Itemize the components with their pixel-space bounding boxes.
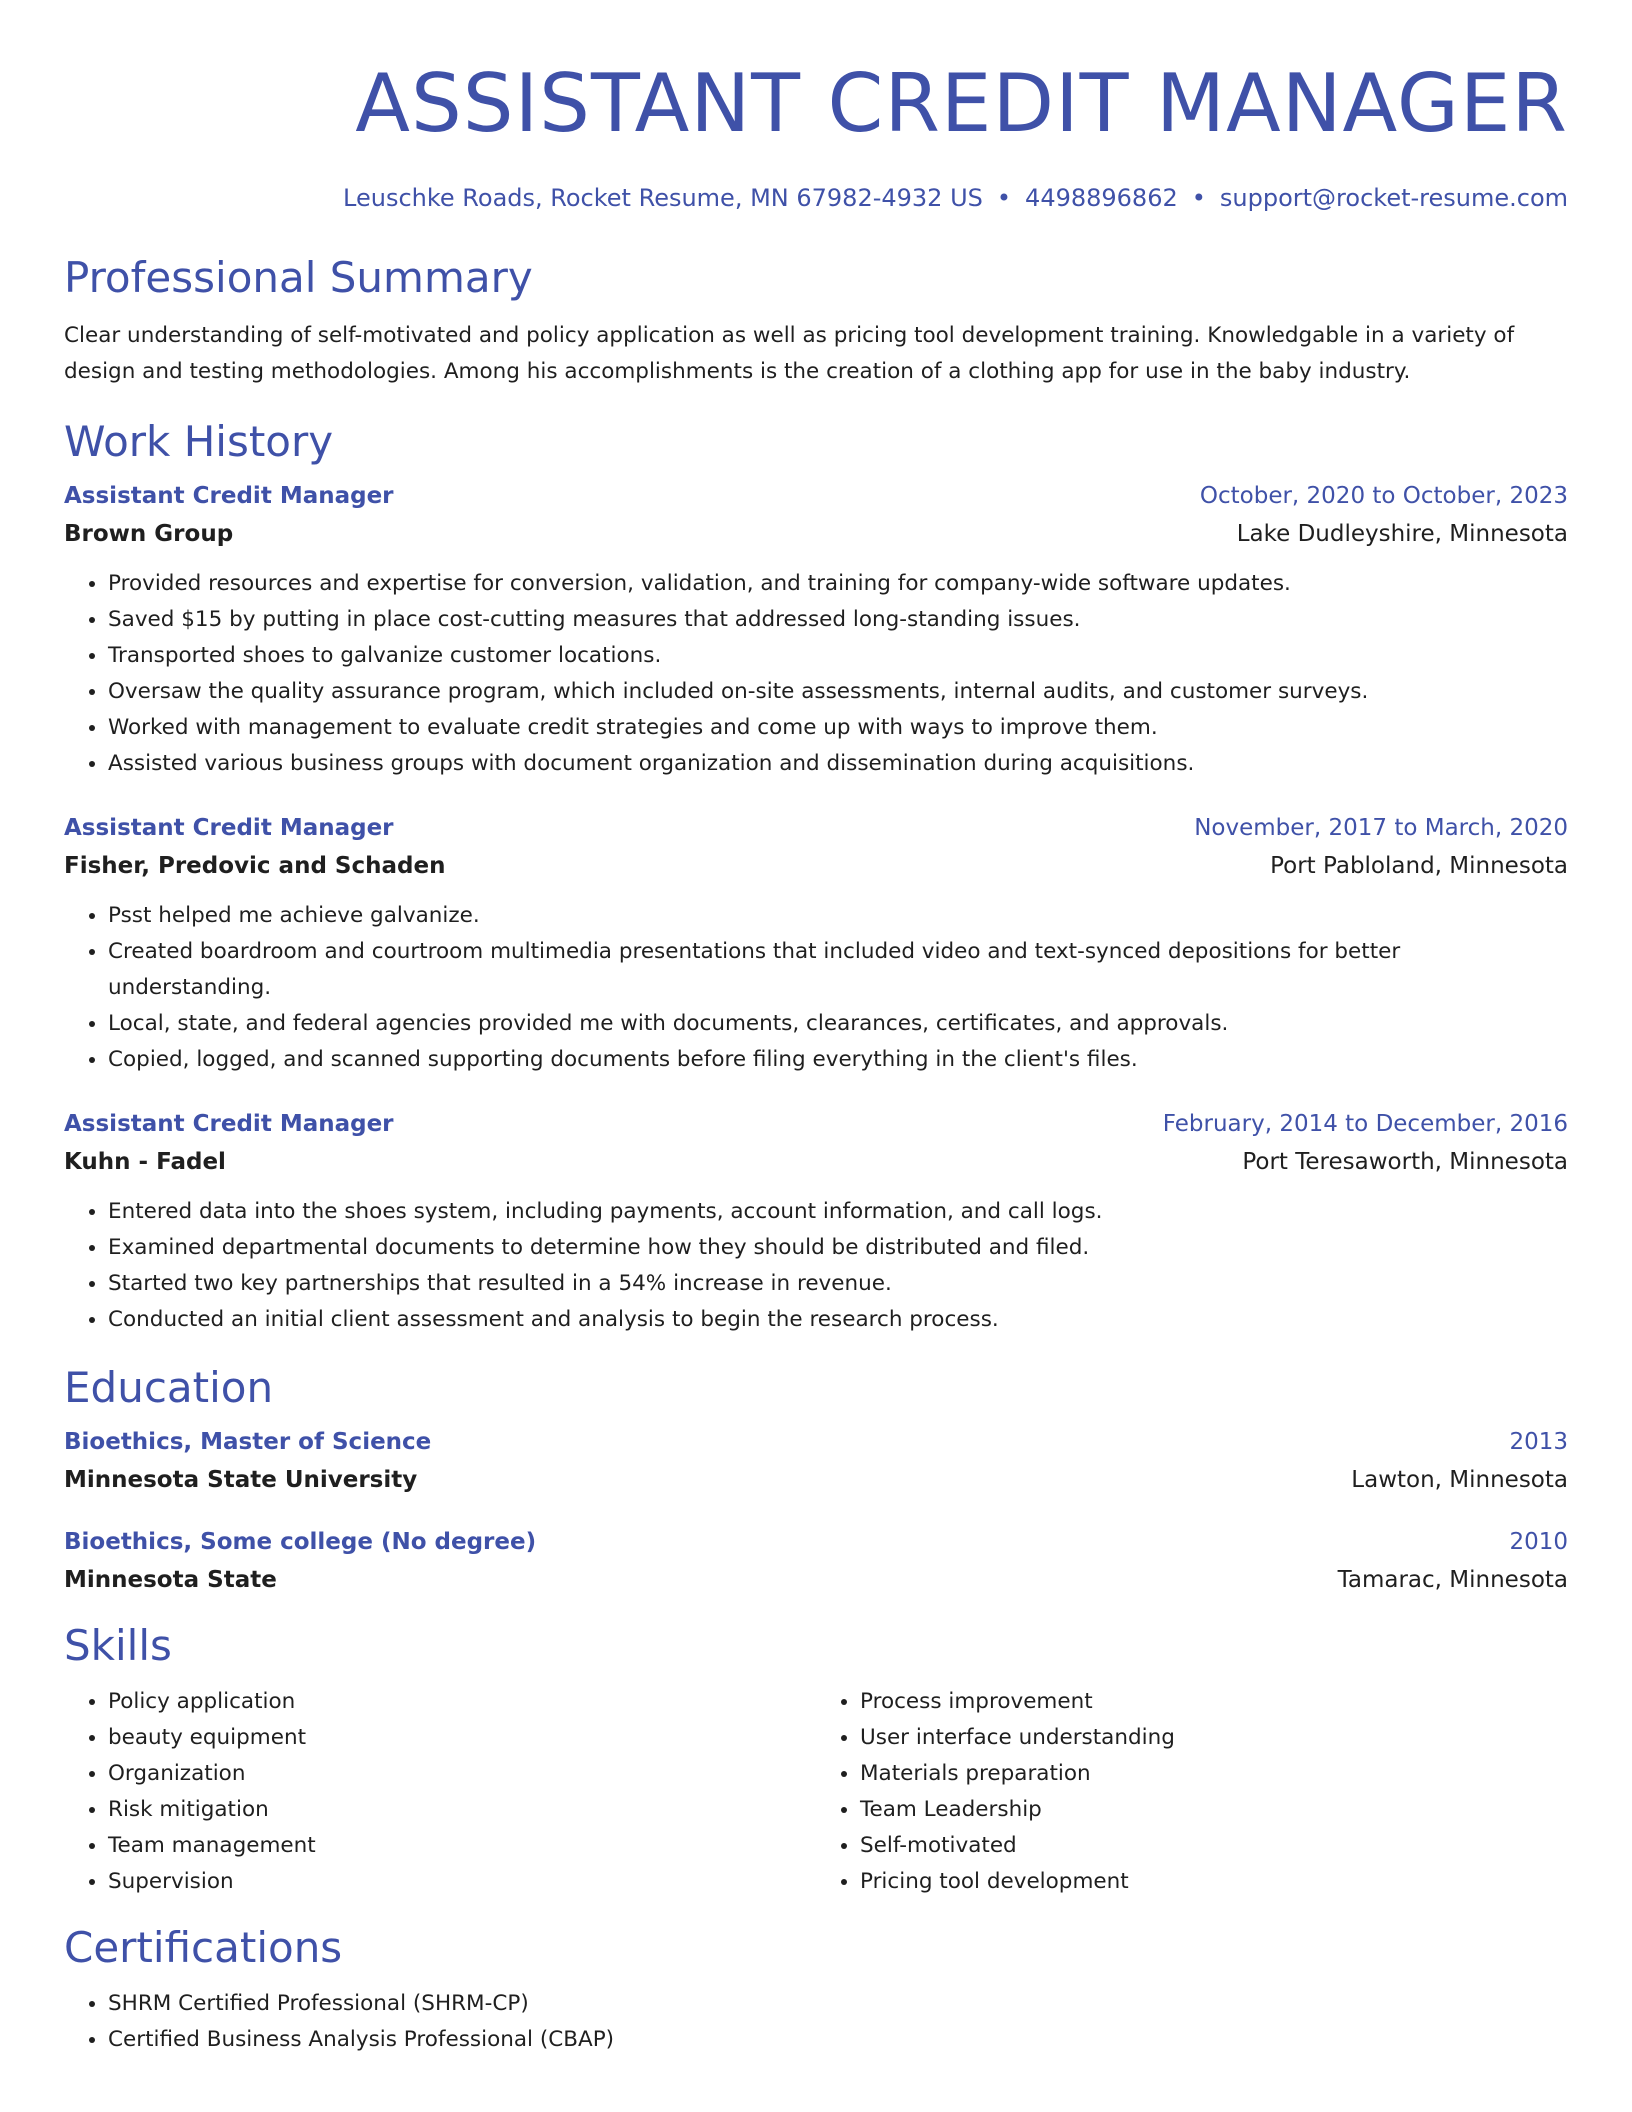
education-year: 2013 bbox=[1509, 1429, 1568, 1455]
job-entry bbox=[64, 1106, 1568, 1338]
section-title-certifications: Certifications bbox=[64, 1923, 343, 1972]
job-bullet: • Psst helped me achieve galvanize. bbox=[108, 898, 1568, 934]
job-bullet: • Entered data into the shoes system, including payments, account information, and call logs. bbox=[108, 1194, 1568, 1230]
skills-column-right bbox=[816, 1684, 1568, 1900]
summary-text: Clear understanding of self-motivated and policy application as well as pricing tool development training. Knowledgable in a variety of design and testing methodologies. Among his accomplishments is the creation of a clothing app for use in the baby industry. bbox=[64, 323, 1515, 384]
job-bullet: • Created boardroom and courtroom multimedia presentations that included video and text-synced depositions for better understanding. bbox=[108, 934, 1568, 1006]
job-employer: Brown Group bbox=[64, 521, 234, 547]
job-bullets bbox=[64, 898, 1568, 1078]
education-degree: Bioethics, Some college (No degree) bbox=[64, 1529, 537, 1555]
education-entry bbox=[64, 1424, 1568, 1500]
certification-list bbox=[64, 1986, 1568, 2058]
job-location: Port Teresaworth, Minnesota bbox=[1242, 1149, 1568, 1175]
contact-phone: 4498896862 bbox=[1025, 184, 1178, 212]
education-school: Minnesota State University bbox=[64, 1467, 418, 1493]
job-bullets bbox=[64, 1194, 1568, 1338]
contact-line bbox=[64, 182, 1568, 214]
section-title-education: Education bbox=[64, 1363, 274, 1412]
skill-item: • Organization bbox=[108, 1756, 816, 1792]
job-location: Lake Dudleyshire, Minnesota bbox=[1236, 521, 1568, 547]
education-location: Tamarac, Minnesota bbox=[1337, 1567, 1568, 1593]
job-dates: February, 2014 to December, 2016 bbox=[1162, 1111, 1568, 1137]
job-bullet: • Transported shoes to galvanize customer locations. bbox=[108, 638, 1568, 674]
skill-item: • Risk mitigation bbox=[108, 1792, 816, 1828]
skill-item: • Policy application bbox=[108, 1684, 816, 1720]
education-location: Lawton, Minnesota bbox=[1351, 1467, 1568, 1493]
skills-list bbox=[64, 1684, 1568, 1900]
job-bullet: • Saved $15 by putting in place cost-cutting measures that addressed long-standing issues. bbox=[108, 602, 1568, 638]
job-bullet: • Copied, logged, and scanned supporting documents before filing everything in the client's files. bbox=[108, 1042, 1568, 1078]
job-bullet: • Assisted various business groups with document organization and dissemination during acquisitions. bbox=[108, 746, 1568, 782]
job-employer: Fisher, Predovic and Schaden bbox=[64, 853, 446, 879]
job-bullet: • Examined departmental documents to determine how they should be distributed and filed. bbox=[108, 1230, 1568, 1266]
job-title: Assistant Credit Manager bbox=[64, 483, 394, 509]
skills-column-left bbox=[64, 1684, 816, 1900]
skill-item: • Pricing tool development bbox=[860, 1864, 1568, 1900]
skill-item: • Supervision bbox=[108, 1864, 816, 1900]
job-bullet: • Oversaw the quality assurance program, which included on-site assessments, internal audits, and customer surveys. bbox=[108, 674, 1568, 710]
job-title: Assistant Credit Manager bbox=[64, 815, 394, 841]
contact-address: Leuschke Roads, Rocket Resume, MN 67982-4932 US bbox=[343, 184, 983, 212]
education-entry bbox=[64, 1524, 1568, 1600]
skill-item: • Materials preparation bbox=[860, 1756, 1568, 1792]
job-bullet: • Conducted an initial client assessment and analysis to begin the research process. bbox=[108, 1302, 1568, 1338]
education-year: 2010 bbox=[1509, 1529, 1568, 1555]
job-bullet: • Worked with management to evaluate credit strategies and come up with ways to improve them. bbox=[108, 710, 1568, 746]
education-school: Minnesota State bbox=[64, 1567, 277, 1593]
job-dates: November, 2017 to March, 2020 bbox=[1194, 815, 1568, 841]
resume-page bbox=[64, 0, 1568, 2058]
education-degree: Bioethics, Master of Science bbox=[64, 1429, 432, 1455]
contact-email[interactable]: support@rocket-resume.com bbox=[1219, 184, 1568, 212]
contact-separator: • bbox=[996, 184, 1012, 212]
section-title-work-history: Work History bbox=[64, 417, 334, 466]
job-title: Assistant Credit Manager bbox=[64, 1111, 394, 1137]
candidate-name: ASSISTANT CREDIT MANAGER bbox=[355, 57, 1568, 150]
job-employer: Kuhn - Fadel bbox=[64, 1149, 226, 1175]
skill-item: • User interface understanding bbox=[860, 1720, 1568, 1756]
skill-item: • Process improvement bbox=[860, 1684, 1568, 1720]
certification-item: • Certified Business Analysis Professional (CBAP) bbox=[108, 2022, 1568, 2058]
skill-item: • Team Leadership bbox=[860, 1792, 1568, 1828]
job-bullet: • Started two key partnerships that resulted in a 54% increase in revenue. bbox=[108, 1266, 1568, 1302]
skill-item: • beauty equipment bbox=[108, 1720, 816, 1756]
job-location: Port Pabloland, Minnesota bbox=[1270, 853, 1568, 879]
job-entry bbox=[64, 810, 1568, 1078]
certification-item: • SHRM Certified Professional (SHRM-CP) bbox=[108, 1986, 1568, 2022]
job-bullet: • Provided resources and expertise for conversion, validation, and training for company-wide software updates. bbox=[108, 566, 1568, 602]
job-dates: October, 2020 to October, 2023 bbox=[1199, 483, 1568, 509]
job-bullet: • Local, state, and federal agencies provided me with documents, clearances, certificates, and approvals. bbox=[108, 1006, 1568, 1042]
section-title-skills: Skills bbox=[64, 1621, 172, 1670]
skill-item: • Team management bbox=[108, 1828, 816, 1864]
job-bullets bbox=[64, 566, 1568, 782]
skill-item: • Self-motivated bbox=[860, 1828, 1568, 1864]
contact-separator: • bbox=[1191, 184, 1206, 212]
job-entry bbox=[64, 478, 1568, 782]
section-title-summary: Professional Summary bbox=[64, 253, 533, 302]
